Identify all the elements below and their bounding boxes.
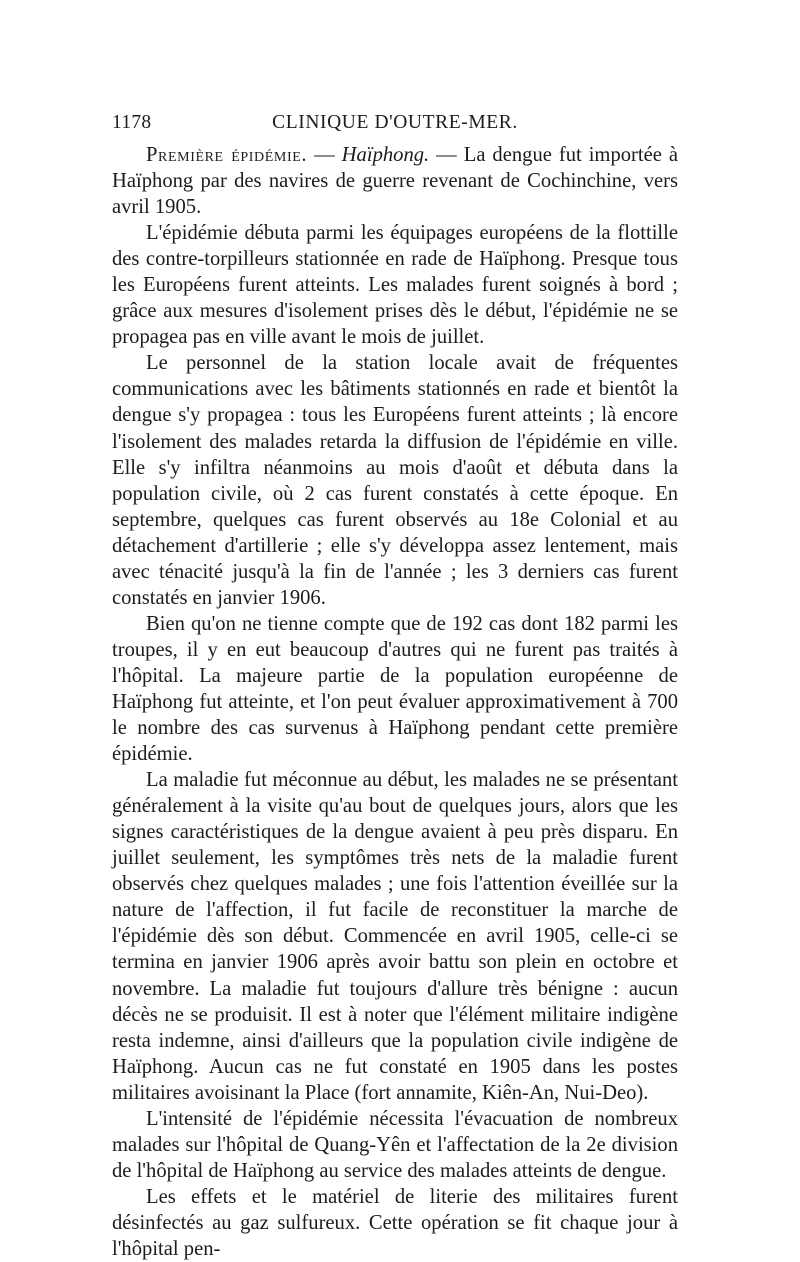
paragraph: Bien qu'on ne tienne compte que de 192 cas dont 182 parmi les troupes, il y en eut beaucoup d'autres qui ne furent pas traités à l'hôpital. La majeure partie de la population européenne de Haïphong fut atteinte, et l'on peut évaluer approximativement à 700 le nombre des cas survenus à Haïphong pendant cette première épidémie. xyxy=(112,612,678,766)
dash: — xyxy=(307,144,342,166)
paragraph: L'intensité de l'épidémie nécessita l'évacuation de nombreux malades sur l'hôpital de Quang-Yên et l'affectation de la 2e division de l'hôpital de Haïphong au service des malades atteints de dengue. xyxy=(112,1107,678,1182)
dash: — xyxy=(429,144,464,166)
page-header xyxy=(112,112,678,142)
paragraph: La maladie fut méconnue au début, les malades ne se présentant généralement à la visite qu'au bout de quelques jours, alors que les signes caractéristiques de la dengue avaient à peu près disparu. En juillet seulement, les symptômes très nets de la maladie furent observés chez quelques malades ; une fois l'attention éveillée sur la nature de l'affection, il fut facile de reconstituer la marche de l'épidémie dès son début. Commencée en avril 1905, celle-ci se termina en janvier 1906 après avoir battu son plein en octobre et novembre. La maladie fut toujours d'allure très bénigne : aucun décès ne se produisit. Il est à noter que l'élément militaire indigène resta indemne, ainsi d'ailleurs que la population civile indigène de Haïphong. Aucun cas ne fut constaté en 1905 dans les postes militaires avoisinant la Place (fort annamite, Kiên-An, Nui-Deo). xyxy=(112,769,678,1104)
book-page xyxy=(112,112,678,1262)
paragraph: Les effets et le matériel de literie des militaires furent désinfectés au gaz sulfureux. Cette opération se fit chaque jour à l'hôpital pen- xyxy=(112,1185,678,1260)
paragraph: Le personnel de la station locale avait de fréquentes communications avec les bâtiments stationnés en rade et bientôt la dengue s'y propagea : tous les Européens furent atteints ; là encore l'isolement des malades retarda la diffusion de l'épidémie en ville. Elle s'y infiltra néanmoins au mois d'août et débuta dans la population civile, où 2 cas furent constatés à cette époque. En septembre, quelques cas furent observés au 18e Colonial et au détachement d'artillerie ; elle s'y développa assez lentement, mais avec ténacité jusqu'à la fin de l'année ; les 3 derniers cas furent constatés en janvier 1906. xyxy=(112,352,678,609)
running-title: CLINIQUE D'OUTRE-MER. xyxy=(272,112,518,133)
section-label: Première épidémie. xyxy=(146,144,308,166)
paragraph: L'épidémie débuta parmi les équipages européens de la flottille des contre-torpilleurs stationnée en rade de Haïphong. Presque tous les Européens furent atteints. Les malades furent soignés à bord ; grâce aux mesures d'isolement prises dès le début, l'épidémie ne se propagea pas en ville avant le mois de juillet. xyxy=(112,222,678,349)
paragraph-premiere-epidemie xyxy=(112,142,678,220)
page-number: 1178 xyxy=(112,112,152,133)
body-text xyxy=(112,142,678,1262)
paragraph-text: La dengue fut importée à Haïphong par des navires de guerre revenant de Cochinchine, vers avril 1905. xyxy=(112,144,678,219)
section-place: Haïphong. xyxy=(341,144,430,166)
